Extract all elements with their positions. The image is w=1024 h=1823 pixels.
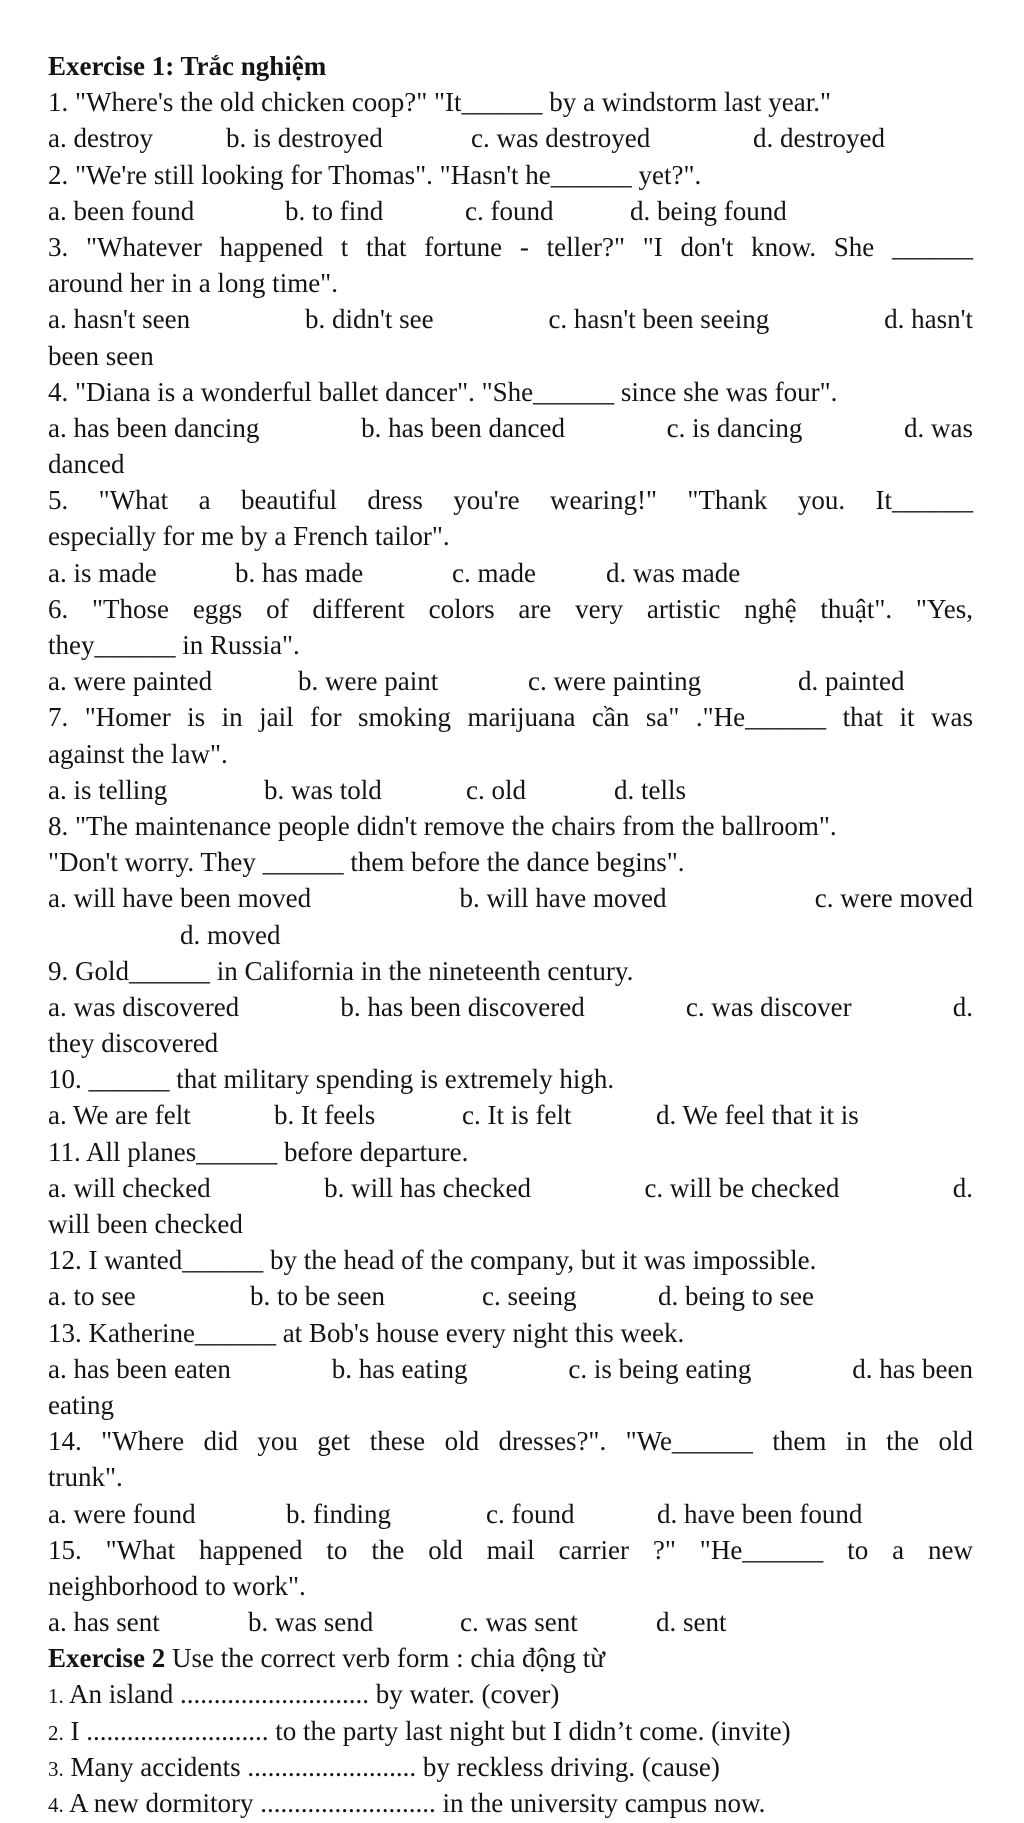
q9-option-a: a. was discovered [48, 991, 240, 1022]
q1-option-b: b. is destroyed [226, 123, 383, 154]
q7-option-b: b. was told [264, 774, 382, 805]
q9-option-b: b. has been discovered [340, 991, 585, 1022]
q12-option-b: b. to be seen [250, 1281, 385, 1312]
q3-options [48, 301, 973, 337]
q11-option-b: b. will has checked [324, 1172, 532, 1203]
q4-option-c: c. is dancing [666, 412, 803, 443]
q9-options [48, 989, 973, 1025]
q8-options [48, 880, 973, 916]
q1-option-d: d. destroyed [753, 123, 885, 154]
ex2-item-4-number: 4. [48, 1793, 64, 1817]
exercise-2-heading [48, 1640, 973, 1676]
q8-option-a: a. will have been moved [48, 883, 312, 914]
q7-option-c: c. old [466, 774, 526, 805]
q5-stem-line-2: especially for me by a French tailor". [48, 521, 450, 552]
ex2-item-3-number: 3. [48, 1756, 64, 1781]
ex2-item-3-text: Many accidents ......................... by reckless driving. (cause) [63, 1751, 720, 1782]
exercise-2-title: Exercise 2 [48, 1643, 166, 1674]
worksheet [48, 48, 973, 1821]
q8-option-b: b. will have moved [459, 883, 667, 914]
q11-stem: 11. All planes______ before departure. [48, 1136, 469, 1167]
ex2-item-1-text: An island ............................ by water. (cover) [63, 1679, 560, 1710]
q1-option-c: c. was destroyed [471, 123, 651, 154]
q7-option-a: a. is telling [48, 774, 168, 805]
q13-option-d-continued: eating [48, 1389, 114, 1420]
q12-options [48, 1278, 973, 1314]
q2-option-d: d. being found [630, 195, 787, 226]
q13-options [48, 1351, 973, 1387]
q14-stem-line-1: 14. "Where did you get these old dresses?". "We______ them in the old [48, 1426, 973, 1457]
q10-option-b: b. It feels [274, 1100, 376, 1131]
q10-options [48, 1097, 973, 1133]
q15-option-a: a. has sent [48, 1607, 160, 1638]
q4-stem: 4. "Diana is a wonderful ballet dancer". "She______ since she was four". [48, 376, 838, 407]
q12-option-c: c. seeing [482, 1281, 577, 1312]
ex2-item-2-number: 2. [48, 1720, 64, 1745]
q10-option-c: c. It is felt [462, 1100, 572, 1131]
ex2-item-3 [48, 1749, 973, 1785]
q5-option-b: b. has made [235, 557, 364, 588]
q3-option-d: d. hasn't [884, 304, 973, 335]
q8-option-d: d. moved [180, 919, 281, 950]
q6-option-c: c. were painting [528, 666, 702, 697]
q3-stem-line-2: around her in a long time". [48, 268, 338, 299]
exercise-1-heading: Exercise 1: Trắc nghiệm [48, 51, 327, 81]
q11-option-c: c. will be checked [644, 1172, 840, 1203]
q8-option-c: c. were moved [814, 883, 973, 914]
q8-stem-line-2: "Don't worry. They ______ them before the dance begins". [48, 847, 685, 878]
ex2-item-4 [48, 1785, 973, 1821]
q10-option-d: d. We feel that it is [656, 1100, 859, 1131]
ex2-item-2 [48, 1713, 973, 1749]
q12-stem: 12. I wanted______ by the head of the company, but it was impossible. [48, 1245, 817, 1276]
q4-option-d-continued: danced [48, 449, 125, 480]
q9-option-d-continued: they discovered [48, 1028, 219, 1059]
q3-option-b: b. didn't see [304, 304, 434, 335]
q15-stem-line-1: 15. "What happened to the old mail carrier ?" "He______ to a new [48, 1534, 973, 1565]
q14-stem-line-2: trunk". [48, 1462, 123, 1493]
q13-stem: 13. Katherine______ at Bob's house every night this week. [48, 1317, 685, 1348]
q6-option-b: b. were paint [298, 666, 439, 697]
q15-option-c: c. was sent [460, 1607, 578, 1638]
q11-option-a: a. will checked [48, 1172, 211, 1203]
q4-option-a: a. has been dancing [48, 412, 260, 443]
q5-option-c: c. made [452, 557, 536, 588]
q11-option-d-continued: will been checked [48, 1209, 243, 1239]
q1-options [48, 120, 973, 156]
q7-option-d: d. tells [614, 774, 686, 805]
ex2-item-4-text: A new dormitory .......................... in the university campus now. [63, 1788, 766, 1818]
q2-options [48, 193, 973, 229]
q7-stem-line-2: against the law". [48, 738, 228, 769]
q2-option-c: c. found [465, 195, 554, 226]
q15-option-d: d. sent [656, 1607, 727, 1638]
q2-stem: 2. "We're still looking for Thomas". "Hasn't he______ yet?". [48, 159, 702, 190]
q3-option-d-continued: been seen [48, 340, 154, 371]
q4-options [48, 410, 973, 446]
q9-stem: 9. Gold______ in California in the nineteenth century. [48, 955, 634, 986]
q13-option-c: c. is being eating [568, 1353, 752, 1384]
q4-option-d: d. was [903, 412, 973, 443]
q15-options [48, 1604, 973, 1640]
q5-options [48, 555, 973, 591]
q13-option-d: d. has been [852, 1353, 973, 1384]
ex2-item-2-text: I ........................... to the party last night but I didn’t come. (invite) [63, 1715, 791, 1746]
q13-option-b: b. has eating [331, 1353, 468, 1384]
q6-option-d: d. painted [798, 666, 905, 697]
q6-option-a: a. were painted [48, 666, 213, 697]
ex2-item-1-number: 1. [48, 1684, 64, 1709]
q11-option-d: d. [952, 1172, 973, 1203]
q3-option-a: a. hasn't seen [48, 304, 191, 335]
q3-stem-line-1: 3. "Whatever happened t that fortune - teller?" "I don't know. She ______ [48, 231, 973, 262]
q14-option-a: a. were found [48, 1498, 196, 1529]
q2-option-a: a. been found [48, 195, 195, 226]
q7-stem-line-1: 7. "Homer is in jail for smoking marijuana cần sa" ."He______ that it was [48, 702, 973, 733]
q2-option-b: b. to find [285, 195, 384, 226]
q8-stem-line-1: 8. "The maintenance people didn't remove the chairs from the ballroom". [48, 810, 837, 841]
q9-option-c: c. was discover [685, 991, 852, 1022]
q3-option-c: c. hasn't been seeing [548, 304, 770, 335]
q15-option-b: b. was send [248, 1607, 374, 1638]
q11-options [48, 1170, 973, 1206]
q5-option-a: a. is made [48, 557, 157, 588]
q9-option-d: d. [952, 991, 973, 1022]
q12-option-a: a. to see [48, 1281, 136, 1312]
q13-option-a: a. has been eaten [48, 1353, 231, 1384]
q14-option-c: c. found [486, 1498, 575, 1529]
q6-stem-line-1: 6. "Those eggs of different colors are very artistic nghệ thuật". "Yes, [48, 593, 973, 624]
q10-stem: 10. ______ that military spending is extremely high. [48, 1064, 615, 1095]
exercise-2-instruction: Use the correct verb form : chia động từ [165, 1643, 605, 1674]
q1-option-a: a. destroy [48, 123, 153, 154]
q7-options [48, 772, 973, 808]
q5-stem-line-1: 5. "What a beautiful dress you're wearing!" "Thank you. It______ [48, 485, 973, 516]
q5-option-d: d. was made [606, 557, 741, 588]
q15-stem-line-2: neighborhood to work". [48, 1570, 306, 1601]
q10-option-a: a. We are felt [48, 1100, 191, 1131]
q14-option-d: d. have been found [657, 1498, 863, 1529]
ex2-item-1 [48, 1676, 973, 1712]
q14-options [48, 1496, 973, 1532]
q1-stem: 1. "Where's the old chicken coop?" "It______ by a windstorm last year." [48, 87, 831, 118]
q12-option-d: d. being to see [658, 1281, 814, 1312]
q14-option-b: b. finding [286, 1498, 391, 1529]
q6-options [48, 663, 973, 699]
q6-stem-line-2: they______ in Russia". [48, 630, 300, 660]
q4-option-b: b. has been danced [361, 412, 565, 443]
